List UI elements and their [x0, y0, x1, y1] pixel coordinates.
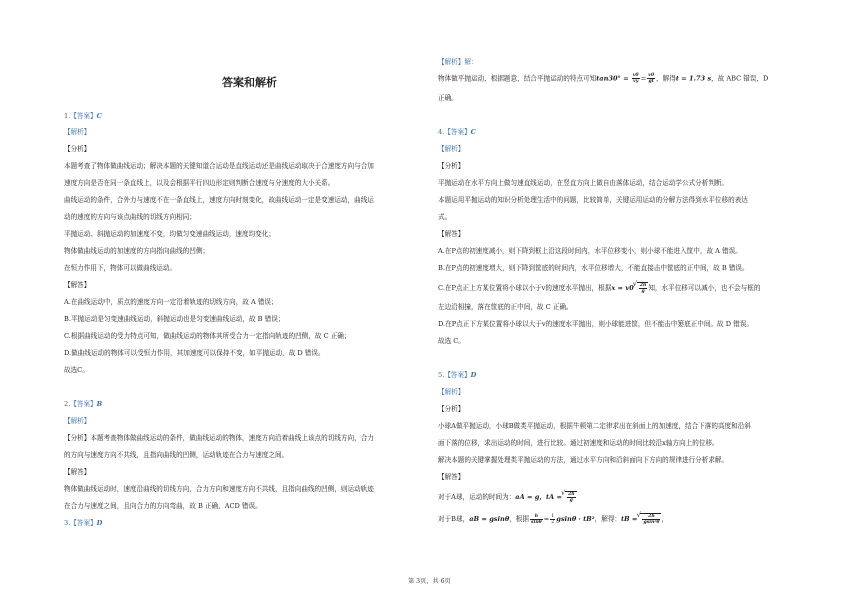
q2-answer-value: B — [96, 400, 103, 408]
q2-answer-label: 2.【答案】 — [64, 400, 97, 408]
q4-jieda-heading: 【解答】 — [438, 230, 465, 238]
q5-jiexi-heading: 【解析】 — [438, 388, 465, 396]
q1-option-c: C.根据曲线运动的受力特点可知，做曲线运动的物体其所受合力一定指向轨迹的凹侧，故 C 正确； — [64, 332, 351, 340]
q5-jieda-heading: 【解答】 — [438, 473, 465, 481]
q1-para: 平抛运动、斜抛运动的加速度不变，均做匀变速曲线运动，速度均变化； — [64, 230, 275, 238]
q4-fenxi-heading: 【分析】 — [438, 162, 465, 170]
q1-jiexi-heading: 【解析】 — [64, 128, 91, 136]
q2-para: 在合力与速度之间，且向合力的方向弯曲，故 B 正确，ACD 错误。 — [64, 502, 262, 510]
q5-text: ，根据 — [509, 515, 529, 523]
q1-option-b: B.平抛运动是匀变速曲线运动，斜抛运动也是匀变速曲线运动，故 B 错误； — [64, 315, 285, 323]
fraction — [642, 514, 660, 525]
q3-formula-line — [438, 73, 768, 84]
q4-para: 本题运用平抛运动的知识分析处理生活中的问题，比较简单，关键运用运动的分解方法得到水平位移的表达 — [438, 196, 748, 204]
q4-conclusion: 故选 C。 — [438, 337, 465, 345]
q2-para: 的方向与速度方向不共线，且指向曲线的凹侧，运动轨迹在合力与速度之间。 — [64, 451, 289, 459]
q4-option-d: D.在P点正下方某位置将小球以大于v的速度水平抛出，则小球能进筐，但不能击中篓底正中间。故 D 错误。 — [438, 320, 753, 328]
q1-para: 本题考查了物体做曲线运动；解决本题的关键知道合运动是直线运动还是曲线运动取决于合速度方向与合加 — [64, 162, 374, 170]
q5-text: 对于B球， — [438, 515, 470, 523]
q5-text: ，解得： — [594, 515, 622, 523]
q1-fenxi-heading: 【分析】 — [64, 145, 91, 153]
q4-option-c-cont: 左边沿相撞，落在筐底的正中间，故 C 正确。 — [438, 303, 573, 311]
q1-answer-value: C — [96, 112, 102, 120]
fraction-denominator: g — [641, 289, 645, 294]
fraction-numerator: √ 2h — [639, 283, 647, 288]
q2-jiexi-heading: 【解析】 — [64, 417, 91, 425]
q5-formula: gsinθ · tB² — [556, 515, 595, 523]
fraction-denominator: vy — [633, 79, 639, 84]
q3-answer-label: 3.【答案】 — [64, 519, 97, 527]
q5-answer-label: 5.【答案】 — [438, 371, 471, 379]
fraction — [632, 73, 640, 84]
q4-jiexi-heading: 【解析】 — [438, 145, 465, 153]
q2-answer-line — [64, 400, 102, 409]
q2-para: 物体做曲线运动时，速度沿曲线的切线方向，合力方向和速度方向不共线，且指向曲线的凹侧，则运动轨迹 — [64, 485, 374, 493]
q3-tan-formula: tan30° = — [596, 74, 629, 83]
q5-formula: aB = gsinθ — [469, 515, 510, 523]
fraction-denominator: 2 — [551, 519, 555, 525]
fraction-denominator: g — [569, 498, 573, 503]
q4-answer-label: 4.【答案】 — [438, 128, 471, 136]
fraction — [639, 283, 648, 294]
q3-answer-value: D — [96, 519, 103, 527]
q2-para: 【分析】本题考查物体做曲线运动的条件，做曲线运动的物体，速度方向沿着曲线上该点的切线方向，合力 — [64, 434, 374, 442]
q3-text: 物体做平抛运动，根据题意，结合平抛运动的特点可知 — [438, 74, 597, 83]
fraction-denominator: gsin²θ — [643, 520, 660, 525]
q3-text: ，故 ABC 错误，D — [711, 74, 769, 83]
q1-answer-line — [64, 112, 102, 121]
fraction-numerator: v0 — [648, 73, 655, 78]
q1-option-d: D.做曲线运动的物体可以受恒力作用，其加速度可以保持不变，如平抛运动，故 D 错误。 — [64, 349, 325, 357]
q1-para: 速度方向是否在同一条直线上，以及会根据平行四边形定则判断合速度与分速度的大小关系。 — [64, 179, 335, 187]
q5-text: 对于A球，运动的时间为： — [438, 493, 516, 501]
q1-answer-label: 1.【答案】 — [64, 112, 97, 120]
q4-para: 式。 — [438, 213, 452, 221]
q4-option-c-line — [438, 282, 760, 294]
q3-conclusion: 正确。 — [438, 94, 458, 102]
q5-answer-line — [438, 371, 476, 380]
fraction-denominator: gt — [648, 79, 654, 84]
fraction — [647, 73, 655, 84]
q1-option-a: A.在曲线运动中，质点的速度方向一定沿着轨迹的切线方向，故 A 错误； — [64, 298, 278, 306]
q4-answer-value: C — [470, 128, 476, 136]
q1-para: 曲线运动的条件，合外力与速度不在一条直线上，速度方向时刻变化，故曲线运动一定是变速运动，曲线运 — [64, 196, 374, 204]
q5-ball-b-line — [438, 513, 668, 525]
q4-option-a: A.在P点的初速度减小，则下降到框上沿这段时间内，水平位移变小，则小球不能进入筐中，故 A 错误。 — [438, 247, 742, 255]
q4-para: 平抛运动在水平方向上做匀速直线运动，在竖直方向上做自由落体运动，结合运动学公式分析判断。 — [438, 179, 729, 187]
q5-fenxi-heading: 【分析】 — [438, 405, 465, 413]
equals-sign: = — [640, 74, 647, 83]
q1-para: 物体做曲线运动的加速度的方向指向曲线的凹侧； — [64, 247, 210, 255]
q3-text: ，解得 — [656, 74, 676, 83]
q5-formula: aA = g，tA = — [515, 493, 562, 501]
fraction — [550, 514, 555, 525]
q1-para: 动的速度的方向与该点曲线的切线方向相同； — [64, 213, 196, 221]
sqrt — [565, 491, 577, 503]
fraction-numerator: √ 2h — [642, 514, 660, 520]
sqrt — [640, 513, 661, 525]
fraction — [567, 492, 576, 503]
page-footer: 第 3页，共 6页 — [408, 578, 451, 585]
q5-text: ， — [661, 515, 669, 523]
fraction-numerator: 1 — [551, 513, 555, 519]
q4-formula: x = v0 — [611, 284, 634, 292]
q5-para: 解决本题的关键掌握处理类平抛运动的方法，通过水平方向和沿斜面向下方向的规律进行分析求解。 — [438, 456, 729, 464]
q4-text: C.在P点正上方某位置将小球以小于v的速度水平抛出，根据 — [438, 284, 612, 292]
q2-jieda-heading: 【解答】 — [64, 468, 91, 476]
page-title: 答案和解析 — [222, 76, 277, 89]
q5-para: 面下落的位移，求出运动的时间，进行比较。通过初速度和运动的时间比较沿x轴方向上的位移。 — [438, 439, 719, 447]
equals-sign: = — [543, 515, 550, 523]
fraction-numerator: v0 — [632, 73, 639, 78]
q4-answer-line — [438, 128, 476, 137]
sqrt — [637, 282, 649, 294]
q1-para: 在恒力作用下，物体可以做曲线运动。 — [64, 264, 177, 272]
fraction-numerator: √ 2h — [568, 492, 575, 497]
q5-ball-a-line — [438, 491, 577, 503]
q5-formula: tB = — [621, 515, 638, 523]
q5-para: 小球A做平抛运动，小球B做类平抛运动，根据牛顿第二定律求出在斜面上的加速度，结合下落的高度和沿斜 — [438, 422, 751, 430]
q3-result: t = 1.73 s — [675, 74, 712, 83]
fraction — [530, 514, 543, 525]
fraction-numerator: h — [530, 514, 543, 520]
q4-text: 知，水平位移可以减小，也不会与框的 — [648, 284, 761, 292]
q1-conclusion: 故选C。 — [64, 366, 89, 374]
q3-jiexi-heading: 【解析】解： — [438, 58, 478, 66]
q3-answer-line — [64, 519, 102, 528]
q1-jieda-heading: 【解答】 — [64, 281, 91, 289]
q4-option-b: B.在P点的初速度增大，则下降到筐底的时间内，水平位移增大，不能直接击中筐底的正中间，故 B 错误。 — [438, 264, 749, 272]
q5-answer-value: D — [470, 371, 477, 379]
fraction-denominator: sinθ — [531, 519, 542, 525]
